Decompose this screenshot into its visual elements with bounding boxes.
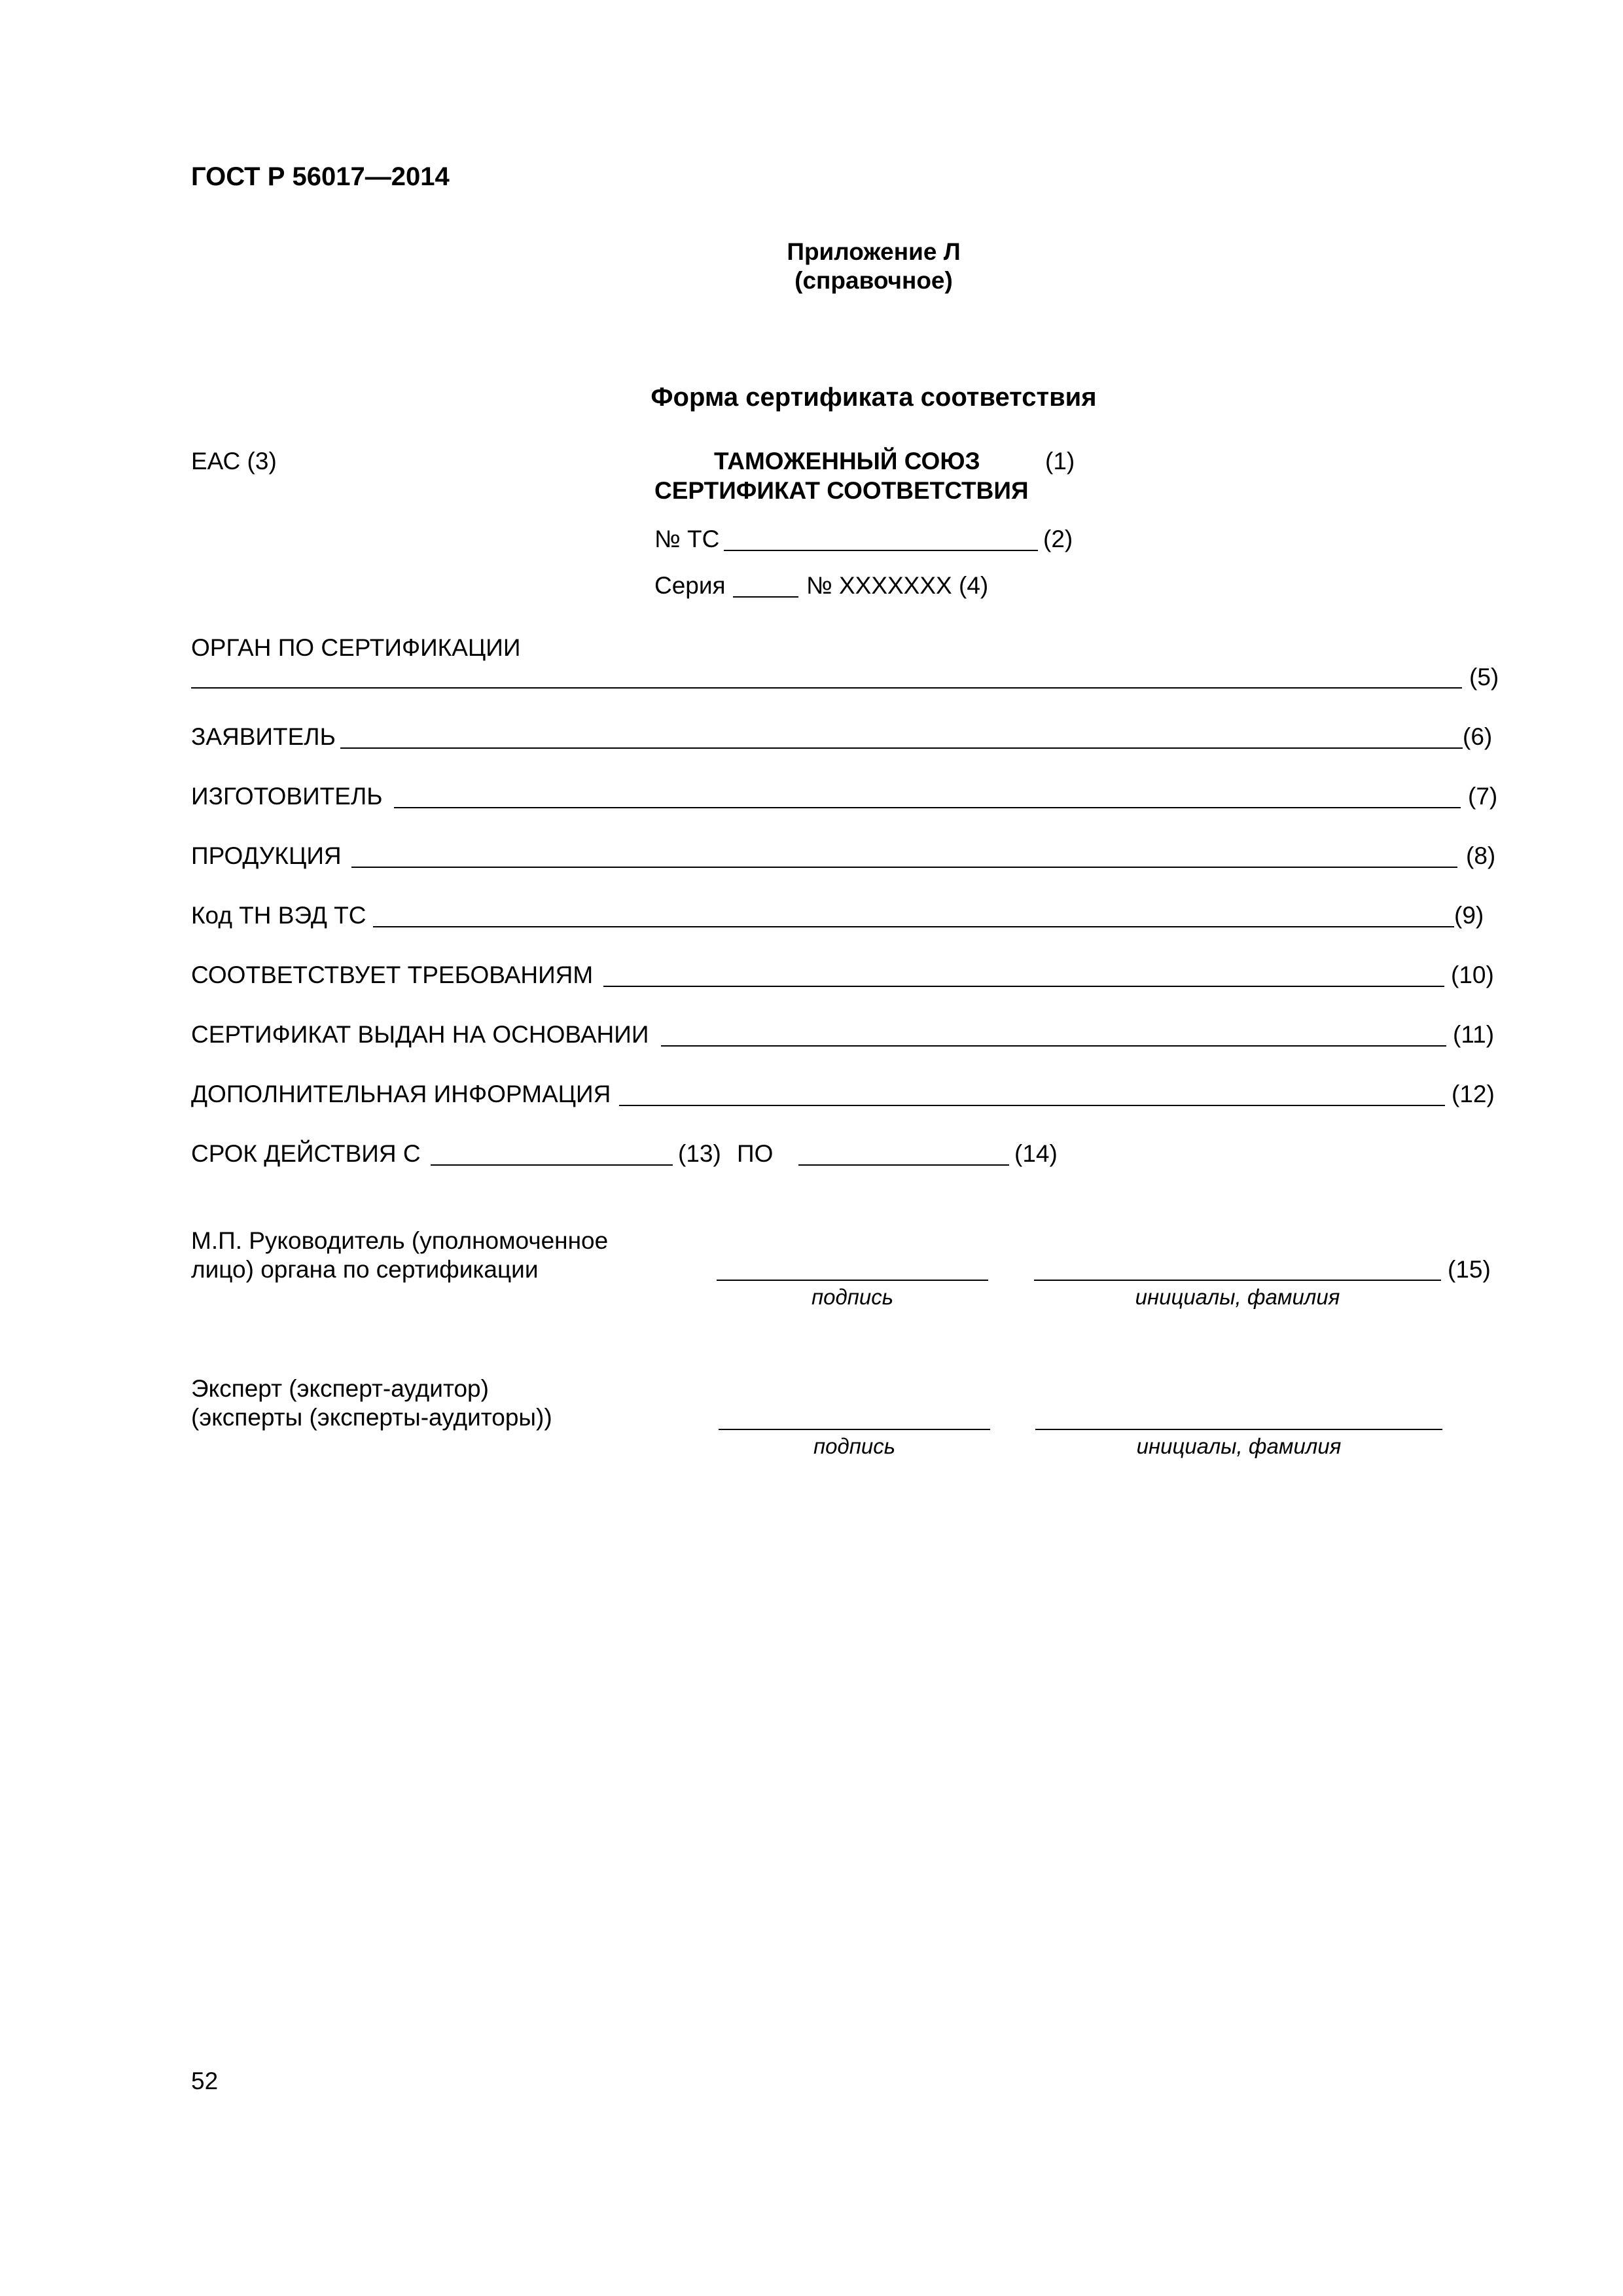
certificate-number-label: № ТС — [654, 526, 720, 552]
additional-info-ref: (12) — [1452, 1081, 1495, 1107]
product-ref: (8) — [1466, 842, 1496, 869]
head-name-line — [1034, 1280, 1441, 1281]
expert-signature-caption: подпись — [813, 1434, 896, 1458]
standard-number: ГОСТ Р 56017—2014 — [191, 162, 450, 191]
hs-code-line — [373, 926, 1454, 927]
requirements-line — [603, 986, 1444, 987]
requirements-label: СООТВЕТСТВУЕТ ТРЕБОВАНИЯМ — [191, 961, 594, 988]
expert-line2: (эксперты (эксперты-аудиторы)) — [191, 1404, 552, 1431]
head-signatory-line2: лицо) органа по сертификации — [191, 1256, 539, 1283]
manufacturer-label: ИЗГОТОВИТЕЛЬ — [191, 783, 383, 810]
appendix-title: Приложение Л — [787, 238, 961, 265]
customs-union-ref: (1) — [1045, 448, 1075, 475]
certificate-number-line — [724, 550, 1038, 551]
requirements-ref: (10) — [1451, 961, 1494, 988]
hs-code-label: Код ТН ВЭД ТС — [191, 902, 366, 929]
issue-basis-ref: (11) — [1453, 1021, 1495, 1048]
validity-to-ref: (14) — [1014, 1140, 1058, 1167]
validity-to-label: ПО — [737, 1140, 774, 1167]
validity-from-ref: (13) — [678, 1140, 721, 1167]
certification-body-ref: (5) — [1469, 664, 1499, 691]
certificate-title: СЕРТИФИКАТ СООТВЕТСТВИЯ — [654, 477, 1029, 504]
page-number: 52 — [191, 2068, 219, 2094]
product-label: ПРОДУКЦИЯ — [191, 842, 342, 869]
manufacturer-line — [394, 807, 1461, 808]
certification-body-label: ОРГАН ПО СЕРТИФИКАЦИИ — [191, 634, 521, 661]
customs-union-label: ТАМОЖЕННЫЙ СОЮЗ — [714, 448, 980, 475]
head-signature-caption: подпись — [811, 1285, 894, 1309]
additional-info-label: ДОПОЛНИТЕЛЬНАЯ ИНФОРМАЦИЯ — [191, 1081, 611, 1107]
head-signature-line — [717, 1280, 988, 1281]
validity-to-line — [798, 1164, 1009, 1166]
head-signatory-line1: М.П. Руководитель (уполномоченное — [191, 1227, 609, 1254]
eac-mark: ЕАС (3) — [191, 448, 277, 475]
series-label: Серия — [654, 572, 726, 599]
head-name-caption: инициалы, фамилия — [1135, 1285, 1340, 1309]
expert-line1: Эксперт (эксперт-аудитор) — [191, 1375, 489, 1402]
applicant-label: ЗАЯВИТЕЛЬ — [191, 723, 336, 750]
issue-basis-line — [661, 1045, 1446, 1047]
product-line — [351, 867, 1457, 868]
expert-name-line — [1035, 1429, 1442, 1430]
applicant-ref: (6) — [1463, 723, 1493, 750]
series-number: № XXXXXXX (4) — [806, 572, 989, 599]
expert-signature-line — [719, 1429, 990, 1430]
certificate-number-ref: (2) — [1043, 526, 1073, 552]
series-line — [733, 596, 798, 598]
applicant-line — [340, 747, 1463, 749]
expert-name-caption: инициалы, фамилия — [1136, 1434, 1342, 1458]
issue-basis-label: СЕРТИФИКАТ ВЫДАН НА ОСНОВАНИИ — [191, 1021, 649, 1048]
hs-code-ref: (9) — [1454, 902, 1484, 929]
head-signatory-ref: (15) — [1448, 1256, 1491, 1283]
validity-from-label: СРОК ДЕЙСТВИЯ С — [191, 1140, 421, 1167]
validity-from-line — [431, 1164, 673, 1166]
appendix-subtitle: (справочное) — [794, 267, 953, 294]
additional-info-line — [619, 1105, 1445, 1106]
form-title: Форма сертификата соответствия — [651, 383, 1097, 412]
manufacturer-ref: (7) — [1468, 783, 1498, 810]
certification-body-line — [191, 687, 1462, 689]
